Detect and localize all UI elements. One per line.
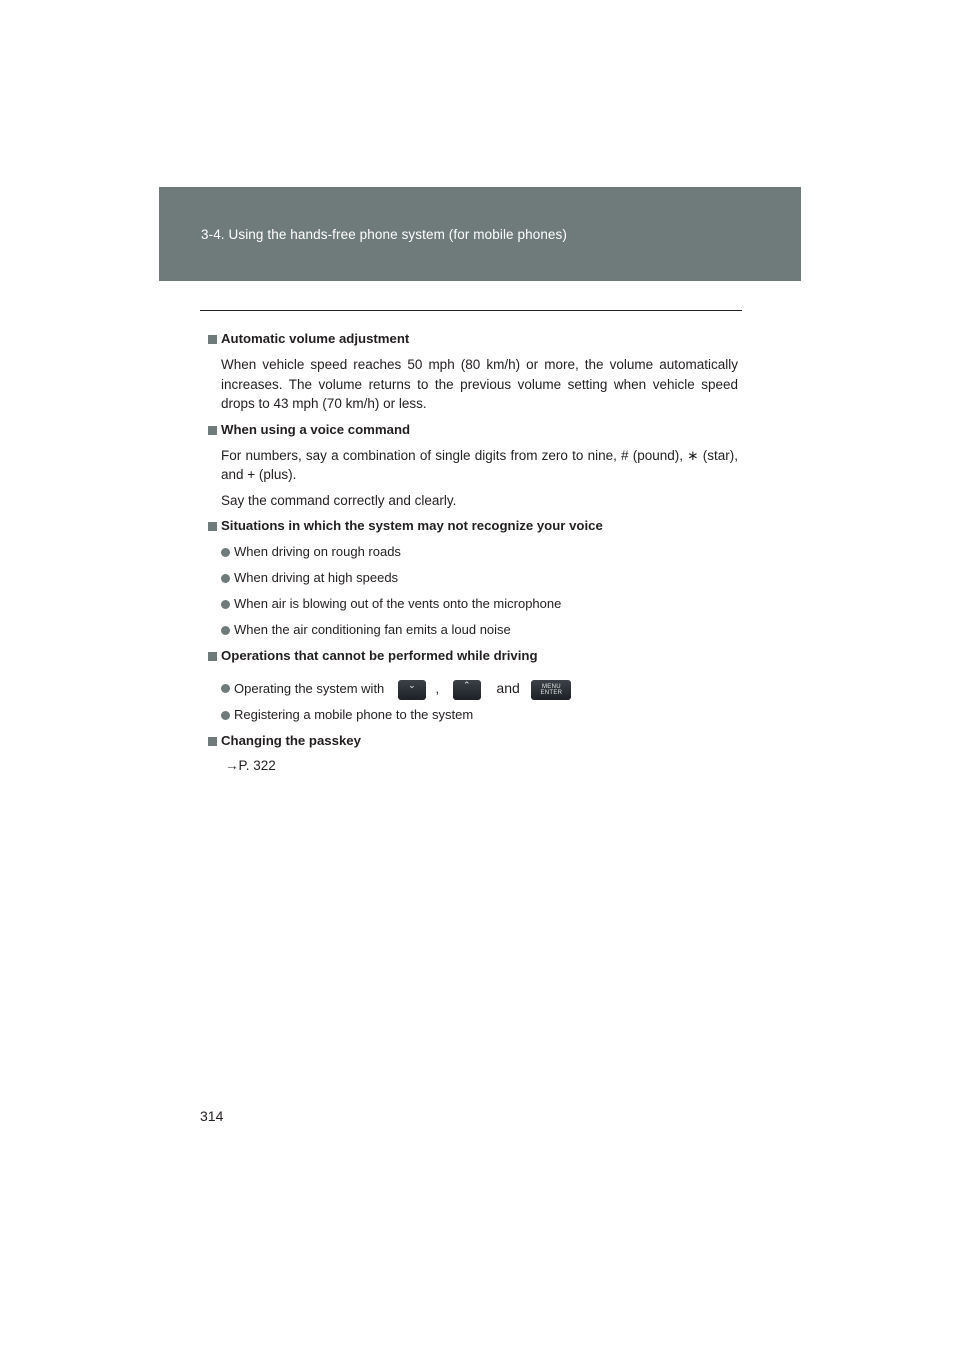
circle-bullet-icon (221, 600, 230, 609)
list-item: Registering a mobile phone to the system (221, 706, 738, 724)
heading-automatic-volume: Automatic volume adjustment (208, 330, 738, 348)
circle-bullet-icon (221, 711, 230, 720)
page-number: 314 (200, 1108, 224, 1124)
list-item: When driving on rough roads (221, 543, 738, 561)
circle-bullet-icon (221, 548, 230, 557)
circle-bullet-icon (221, 626, 230, 635)
section-header-band (159, 187, 801, 281)
menu-enter-button-icon: MENU ENTER (531, 680, 571, 700)
paragraph: For numbers, say a combination of single digits from zero to nine, # (pound), ∗ (star), and + (plus). (221, 447, 738, 482)
list-item: When the air conditioning fan emits a loud noise (221, 621, 738, 639)
square-bullet-icon (208, 652, 217, 661)
square-bullet-icon (208, 335, 217, 344)
circle-bullet-icon (221, 684, 230, 693)
down-button-icon: ⌄ (398, 680, 426, 700)
paragraph: Say the command correctly and clearly. (221, 492, 457, 508)
heading-recognition-situations: Situations in which the system may not recognize your voice (208, 517, 738, 535)
square-bullet-icon (208, 522, 217, 531)
heading-changing-passkey: Changing the passkey (208, 732, 738, 750)
list-item: When driving at high speeds (221, 569, 738, 587)
heading-driving-operations: Operations that cannot be performed while driving (208, 647, 738, 665)
page-reference: →P. 322 (225, 758, 276, 773)
list-item: Operating the system with ⌄ , ⌃ and MENU ENTER (221, 677, 738, 700)
square-bullet-icon (208, 737, 217, 746)
main-content (208, 330, 738, 776)
divider (200, 310, 742, 311)
section-title: 3-4. Using the hands-free phone system (for mobile phones) (201, 227, 567, 242)
list-item: When air is blowing out of the vents onto the microphone (221, 595, 738, 613)
square-bullet-icon (208, 426, 217, 435)
heading-voice-command: When using a voice command (208, 421, 738, 439)
circle-bullet-icon (221, 574, 230, 583)
paragraph: When vehicle speed reaches 50 mph (80 km/h) or more, the volume automatically increases. The volume returns to the previous volume setting when vehicle speed drops to 43 mph (70 km/h) or less. (221, 357, 738, 411)
up-button-icon: ⌃ (453, 680, 481, 700)
